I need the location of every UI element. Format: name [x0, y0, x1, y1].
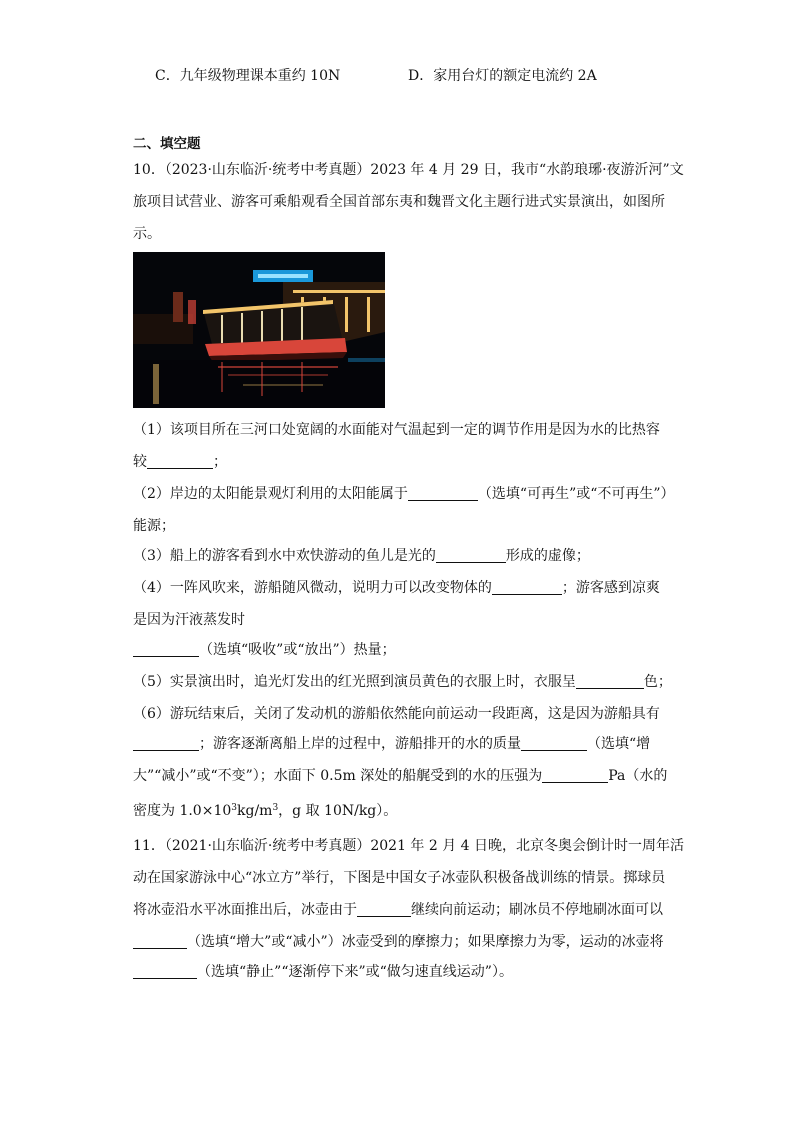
q11-line-3: 将冰壶沿水平冰面推出后，冰壶由于 继续向前运动；刷冰员不停地刷冰面可以: [133, 902, 663, 918]
answer-blank[interactable]: [133, 736, 199, 751]
answer-blank[interactable]: [436, 548, 506, 563]
answer-blank[interactable]: [408, 486, 478, 501]
q10-part-1-cont: 较 ；: [133, 454, 227, 470]
q11-line-1: 11．（2021·山东临沂·统考中考真题）2021 年 2 月 4 日晚，北京冬奥会倒计时一周年活: [133, 838, 685, 854]
option-d: D．家用台灯的额定电流约 2A: [408, 68, 597, 84]
answer-blank[interactable]: [492, 580, 562, 595]
answer-blank[interactable]: [133, 642, 199, 657]
q10-part-1: （1）该项目所在三河口处宽阔的水面能对气温起到一定的调节作用是因为水的比热容: [133, 422, 660, 438]
option-c: C．九年级物理课本重约 10N: [155, 68, 341, 84]
night-boat-photo: [133, 252, 385, 408]
q10-part-4-end: （选填“吸收”或“放出”）热量；: [133, 640, 396, 660]
q10-part-2-cont: 能源；: [133, 518, 175, 534]
q10-part-3: （3）船上的游客看到水中欢快游动的鱼儿是光的 形成的虚像；: [133, 548, 590, 564]
q11-line-2: 动在国家游泳中心“冰立方”举行，下图是中国女子冰壶队积极备战训练的情景。掷球员: [133, 870, 666, 886]
q10-part-6-cont: ；游客逐渐离船上岸的过程中，游船排开的水的质量 （选填“增: [133, 734, 650, 754]
q10-part-6-pressure: 大”“减小”或“不变”）；水面下 0.5m 深处的船艉受到的水的压强为 Pa（水的: [133, 768, 668, 784]
answer-blank[interactable]: [147, 454, 213, 469]
boat-illustration: [133, 252, 385, 408]
q10-line-1: 10．（2023·山东临沂·统考中考真题）2023 年 4 月 29 日，我市“水韵琅琊·夜游沂河”文: [133, 162, 684, 178]
q10-part-4: （4）一阵风吹来，游船随风微动，说明力可以改变物体的 ；游客感到凉爽: [133, 580, 660, 596]
answer-blank[interactable]: [357, 902, 411, 917]
answer-blank[interactable]: [521, 736, 587, 751]
q10-part-4-cont: 是因为汗液蒸发时: [133, 612, 245, 628]
answer-blank[interactable]: [133, 964, 197, 979]
q10-part-5: （5）实景演出时，追光灯发出的红光照到演员黄色的衣服上时，衣服呈 色；: [133, 674, 672, 690]
q11-line-5: （选填“静止”“逐渐停下来”或“做匀速直线运动”）。: [133, 962, 513, 982]
section-title: 二、填空题: [133, 136, 201, 152]
q10-part-6-density: 密度为 $1.0\times 10^3kg/m^3$，g 取 10N/kg）。: [133, 803, 398, 819]
q10-part-2: （2）岸边的太阳能景观灯利用的太阳能属于 （选填“可再生”或“不可再生”）: [133, 486, 675, 502]
q11-line-4: （选填“增大”或“减小”）冰壶受到的摩擦力；如果摩擦力为零，运动的冰壶将: [133, 932, 664, 952]
answer-blank[interactable]: [576, 674, 644, 689]
q10-part-6: （6）游玩结束后，关闭了发动机的游船依然能向前运动一段距离，这是因为游船具有: [133, 706, 660, 722]
answer-blank[interactable]: [133, 934, 187, 949]
answer-blank[interactable]: [542, 768, 608, 783]
q10-line-2: 旅项目试营业、游客可乘船观看全国首部东夷和魏晋文化主题行进式实景演出，如图所: [133, 194, 665, 210]
q10-line-3: 示。: [133, 226, 161, 242]
